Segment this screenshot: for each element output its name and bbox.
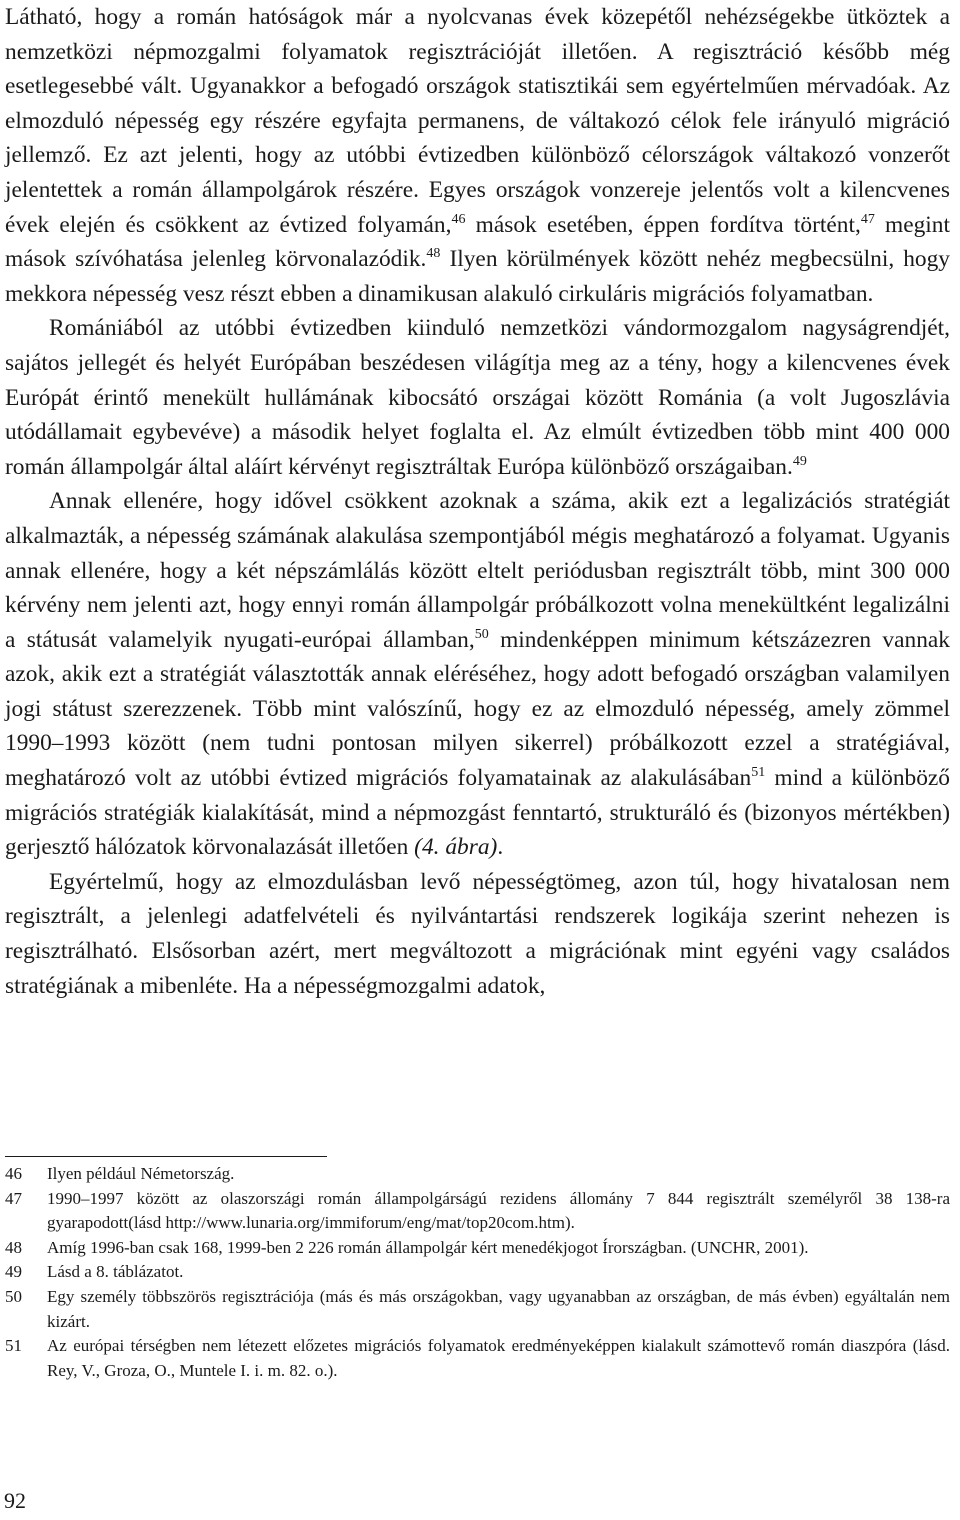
paragraph xyxy=(5,311,950,484)
footnote-ref: 51 xyxy=(751,765,766,781)
footnote-number: 49 xyxy=(5,1262,22,1282)
footnote-ref: 46 xyxy=(451,211,466,227)
text-run: Látható, hogy a román hatóságok már a nyolcvanas évek közepétől nehézségekbe ütköztek a nemzetközi népmozgalmi folyamatok regisztrációját illetően. A regisztráció később még esetlegesebbé vált. Ugyanakkor a befogadó országok statisztikái sem egyértelműen mérvadóak. Az elmozduló népesség egy részére egyfajta permanens, de váltakozó célok fele irányuló migráció jellemző. Ez azt jelenti, hogy az utóbbi évtizedben különböző célországok váltakozó vonzerőt jelentettek a román állampolgárok részére. Egyes országok vonzereje jelentős volt a kilencvenes évek elején és csökkent az évtized folyamán, xyxy=(5,4,950,238)
footnote-number: 50 xyxy=(5,1286,22,1306)
text-run: Romániából az utóbbi évtizedben kiinduló nemzetközi vándormozgalom nagyságrendjét, sajátos jellegét és helyét Európában beszédesen világítja meg az a tény, hogy a kilencvenes évek Európát érintő menekült hullámának kibocsátó országai között Románia (a volt Jugoszlávia utódállamait egybevéve) a második helyet foglalta el. Az elmúlt évtizedben több mint 400 000 román állampolgár által aláírt kérvényt regisztráltak Európa különböző országaiban. xyxy=(5,315,950,480)
footnote-ref: 48 xyxy=(426,246,441,262)
footnote-ref: 49 xyxy=(792,453,807,469)
footnote-text: Egy személy többszörös regisztrációja (más és más országokban, vagy ugyanabban az országban, de más évben) egyáltalán nem kizárt. xyxy=(47,1286,950,1331)
text-run: mindenképpen minimum kétszázezren vannak azok, akik ezt a stratégiát választották annak eléréséhez, hogy adott befogadó országban valamilyen jogi státust szerezzenek. Több mint valószínű, hogy ez az elmozduló népesség, amely zömmel 1990–1993 között (nem tudni pontosan milyen sikerrel) próbálkozott ezzel a stratégiával, meghatározó volt az utóbbi évtized migrációs folyamatainak az alakulásában xyxy=(5,626,950,792)
footnote-text: 1990–1997 között az olaszországi román állampolgárságú rezidens állomány 7 844 regisztrált személyről 38 138-ra gyarapodott(lásd http://www.lunaria.org/immiforum/eng/mat/top20com.htm). xyxy=(47,1188,950,1233)
footnote-number: 48 xyxy=(5,1237,22,1257)
footnote-text: Az európai térségben nem létezett előzetes migrációs folyamatok eredményeképpen kialakult számottevő román diaszpóra (lásd. Rey, V., Groza, O., Muntele I. i. m. 82. o.). xyxy=(47,1336,950,1380)
text-run: Egyértelmű, hogy az elmozdulásban levő népességtömeg, azon túl, hogy hivatalosan nem regisztrált, a jelenlegi adatfelvételi és nyilvántartási rendszerek logikája szerint nehezen is regisztrálható. Elsősorban azért, mert megváltozott a migrációnak mint egyéni vagy családos stratégiának a mibenléte. Ha a népességmozgalmi adatok, xyxy=(5,868,950,999)
body-text xyxy=(5,0,950,1003)
page-number: 92 xyxy=(4,1488,26,1513)
footnote-text: Lásd a 8. táblázatot. xyxy=(47,1262,184,1282)
page-body xyxy=(5,0,950,1003)
footnote-number: 51 xyxy=(5,1336,22,1356)
footnote-ref: 50 xyxy=(474,626,489,642)
text-run: Annak ellenére, hogy idővel csökkent azoknak a száma, akik ezt a legalizációs stratégiát alkalmazták, a népesség számának alakulása szempontjából mégis meghatározó a folyamat. Ugyanis annak ellenére, hogy a két népszámlálás között eltelt periódusban regisztrált több, mint 300 000 kérvény nem jelenti azt, hogy ennyi román állampolgár próbálkozott volna menekültként legalizálni a státusát valamelyik nyugati-európai államban, xyxy=(5,488,950,653)
paragraph xyxy=(5,0,950,311)
footnote-ref: 47 xyxy=(860,211,875,227)
footnote-number: 47 xyxy=(5,1188,22,1208)
footnote-item xyxy=(5,1285,950,1334)
footnote-item xyxy=(5,1187,950,1236)
text-run: Ilyen körülmények között nehéz megbecsülni, hogy mekkora népesség vesz részt ebben a dinamikusan alakuló cirkuláris migrációs folyamatban. xyxy=(5,246,950,307)
figure-ref: (4. ábra) xyxy=(414,834,498,861)
footnote-item xyxy=(5,1162,950,1187)
footnote-item xyxy=(5,1334,950,1383)
footnote-number: 46 xyxy=(5,1164,22,1183)
text-run: mind a különböző migrációs stratégiák kialakítását, mind a népmozgást fenntartó, strukturáló és (bizonyos mértékben) gerjesztő hálózatok körvonalazását illetően xyxy=(5,765,950,861)
footnote-item xyxy=(5,1236,950,1261)
footnotes xyxy=(5,1162,950,1383)
text-run: mások esetében, éppen fordítva történt, xyxy=(465,211,861,238)
footnote-text: Ilyen például Németország. xyxy=(47,1164,235,1183)
paragraph xyxy=(5,484,950,865)
paragraph xyxy=(5,865,950,1003)
footnote-text: Amíg 1996-ban csak 168, 1999-ben 2 226 román állampolgár kért menedékjogot Írországban. (UNCHR, 2001). xyxy=(47,1237,809,1257)
footnote-divider xyxy=(5,1156,327,1157)
text-run: megint mások szívóhatása jelenleg körvonalazódik. xyxy=(5,211,951,273)
footnote-item xyxy=(5,1260,950,1285)
text-run: . xyxy=(497,834,504,861)
